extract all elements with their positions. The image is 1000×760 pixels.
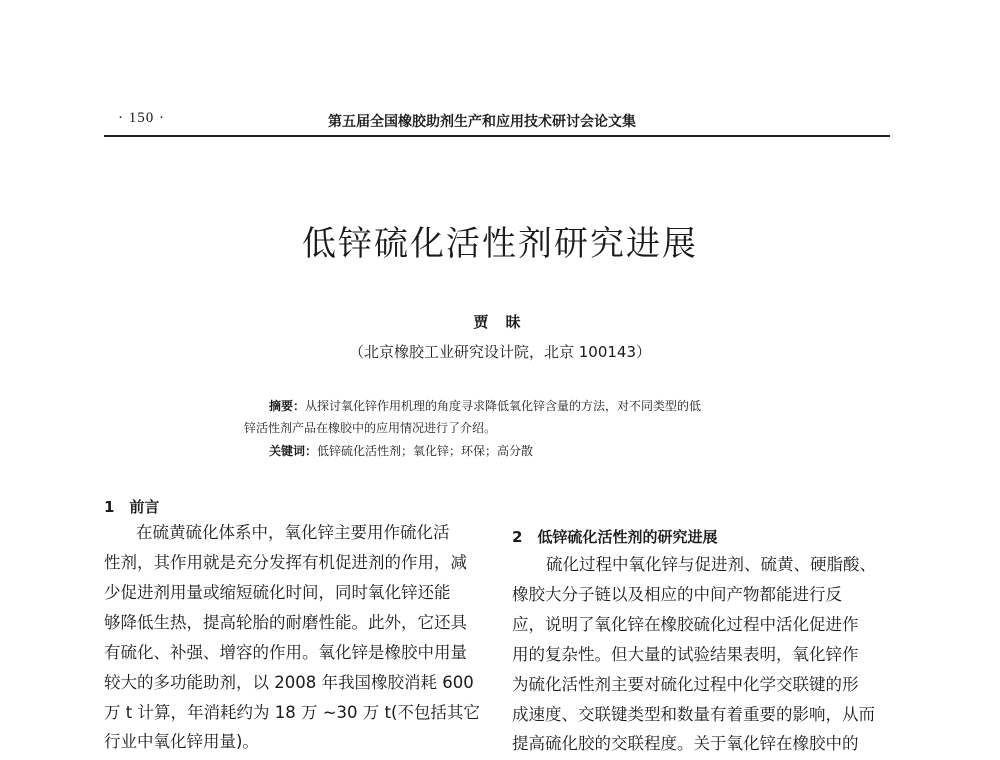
abstract-line-2: 锌活性剂产品在橡胶中的应用情况进行了介绍。 <box>244 421 497 435</box>
section-2-line: 硫化过程中氧化锌与促进剂、硫黄、硬脂酸、 <box>546 555 876 574</box>
section-2-line: 为硫化活性剂主要对硫化过程中化学交联键的形 <box>512 675 859 694</box>
keywords-text: 低锌硫化活性剂；氧化锌；环保；高分散 <box>317 444 534 458</box>
section-2-heading: 2 低锌硫化活性剂的研究进展 <box>512 528 718 546</box>
proceedings-title: 第五届全国橡胶助剂生产和应用技术研讨会论文集 <box>328 114 636 130</box>
section-1-line: 性剂，其作用就是充分发挥有机促进剂的作用，减 <box>104 553 467 572</box>
section-2-line: 提高硫化胶的交联程度。关于氧化锌在橡胶中的 <box>512 734 859 753</box>
section-1-line: 较大的多功能助剂，以 2008 年我国橡胶消耗 600 <box>104 673 474 692</box>
keywords-line <box>269 442 533 459</box>
abstract-line-1 <box>269 397 701 414</box>
abstract-text-1: 从探讨氧化锌作用机理的角度寻求降低氧化锌含量的方法，对不同类型的低 <box>305 399 702 413</box>
page-number: · 150 · <box>118 110 165 126</box>
section-2-line: 橡胶大分子链以及相应的中间产物都能进行反 <box>512 585 842 604</box>
section-1-line: 行业中氧化锌用量)。 <box>104 732 259 751</box>
section-2-line: 应，说明了氧化锌在橡胶硫化过程中活化促进作 <box>512 615 859 634</box>
section-2-line: 成速度、交联键类型和数量有着重要的影响，从而 <box>512 705 875 724</box>
section-1-line: 少促进剂用量或缩短硫化时间，同时氧化锌还能 <box>104 583 451 602</box>
section-1-line: 有硫化、补强、增容的作用。氧化锌是橡胶中用量 <box>104 643 467 662</box>
affiliation: （北京橡胶工业研究设计院，北京 100143） <box>348 343 652 361</box>
section-1-line: 万 t 计算，年消耗约为 18 万 ~30 万 t(不包括其它 <box>104 703 480 722</box>
author: 贾 昧 <box>473 313 527 331</box>
abstract-label: 摘要： <box>269 399 306 413</box>
header-rule <box>104 135 890 137</box>
paper-title: 低锌硫化活性剂研究进展 <box>302 224 698 264</box>
section-1-line: 在硫黄硫化体系中，氧化锌主要用作硫化活 <box>136 523 450 542</box>
keywords-label: 关键词： <box>269 444 318 458</box>
section-1-line: 够降低生热，提高轮胎的耐磨性能。此外，它还具 <box>104 613 467 632</box>
section-2-line: 用的复杂性。但大量的试验结果表明，氧化锌作 <box>512 645 859 664</box>
section-1-heading: 1 前言 <box>104 498 160 516</box>
